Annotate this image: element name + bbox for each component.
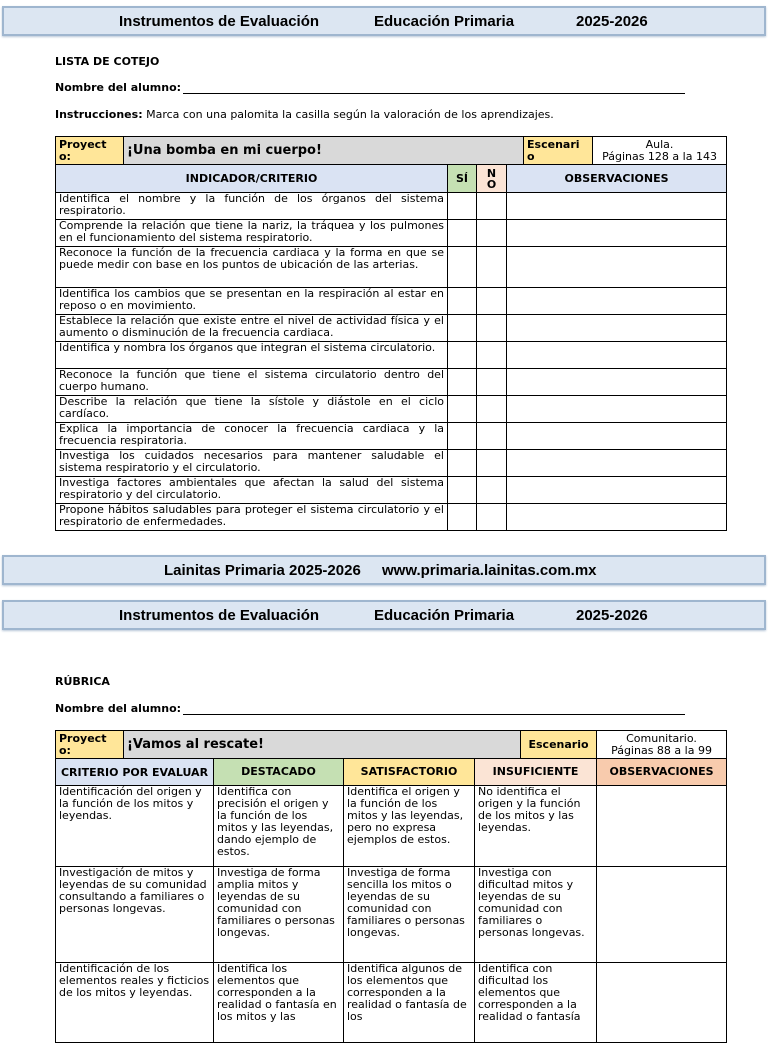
table-row [56, 450, 727, 477]
table-row [56, 786, 727, 867]
observations-cell[interactable] [507, 423, 727, 450]
criterion-cell: Investiga factores ambientales que afectan la salud del sistema respiratorio y del circulatorio. [56, 477, 448, 504]
observations-cell[interactable] [507, 288, 727, 315]
insufficient-cell: Investiga con dificultad mitos y leyendas de su comunidad con familiares o personas longevas. [475, 867, 597, 963]
header-right: 2025-2026 [576, 607, 648, 624]
yes-checkbox[interactable] [448, 288, 477, 315]
no-checkbox[interactable] [477, 504, 507, 531]
project-title: ¡Vamos al rescate! [124, 731, 521, 759]
criterion-cell: Identificación del origen y la función de los mitos y leyendas. [56, 786, 214, 867]
student-label: Nombre del alumno: [55, 81, 182, 94]
col-indicator: INDICADOR/CRITERIO [56, 165, 448, 193]
no-checkbox[interactable] [477, 288, 507, 315]
satisfactory-cell: Identifica algunos de los elementos que corresponden a la realidad o fantasía de los [344, 963, 475, 1043]
no-checkbox[interactable] [477, 247, 507, 288]
header-banner [2, 6, 766, 36]
yes-checkbox[interactable] [448, 369, 477, 396]
no-checkbox[interactable] [477, 477, 507, 504]
yes-checkbox[interactable] [448, 450, 477, 477]
satisfactory-cell: Identifica el origen y la función de los mitos y las leyendas, pero no expresa ejemplos de estos. [344, 786, 475, 867]
rubric-student-name-row [55, 702, 685, 715]
project-label: Proyect o: [56, 731, 124, 759]
checklist-instructions [55, 108, 554, 121]
header-left: Instrumentos de Evaluación [119, 13, 320, 30]
yes-checkbox[interactable] [448, 423, 477, 450]
footer-text: Lainitas Primaria 2025-2026 [164, 562, 361, 579]
yes-checkbox[interactable] [448, 247, 477, 288]
table-row [56, 396, 727, 423]
observations-cell[interactable] [507, 220, 727, 247]
rubric-header-row [56, 759, 727, 786]
student-name-field[interactable] [183, 703, 685, 715]
yes-checkbox[interactable] [448, 504, 477, 531]
project-row [56, 137, 727, 165]
observations-cell[interactable] [507, 477, 727, 504]
observations-cell[interactable] [507, 369, 727, 396]
col-yes: SÍ [448, 165, 477, 193]
rubric-table [55, 730, 727, 1043]
observations-cell[interactable] [597, 867, 727, 963]
criterion-cell: Reconoce la función que tiene el sistema circulatorio dentro del cuerpo humano. [56, 369, 448, 396]
observations-cell[interactable] [507, 450, 727, 477]
observations-cell[interactable] [597, 786, 727, 867]
col-criterion: CRITERIO POR EVALUAR [56, 759, 214, 786]
no-checkbox[interactable] [477, 220, 507, 247]
criterion-cell: Identifica y nombra los órganos que integran el sistema circulatorio. [56, 342, 448, 369]
scenario-value: Comunitario. Páginas 88 a la 99 [597, 731, 727, 759]
col-satisfactory: SATISFACTORIO [344, 759, 475, 786]
criterion-cell: Identificación de los elementos reales y ficticios de los mitos y leyendas. [56, 963, 214, 1043]
no-checkbox[interactable] [477, 315, 507, 342]
observations-cell[interactable] [507, 396, 727, 423]
rubric-title: RÚBRICA [55, 675, 110, 688]
instructions-label: Instrucciones: [55, 108, 143, 121]
table-row [56, 423, 727, 450]
table-row [56, 193, 727, 220]
outstanding-cell: Identifica con precisión el origen y la función de los mitos y las leyendas, dando ejemplo de estos. [214, 786, 344, 867]
checklist-student-name-row [55, 81, 685, 94]
criterion-cell: Reconoce la función de la frecuencia cardiaca y la forma en que se puede medir con base en los puntos de ubicación de las arterias. [56, 247, 448, 288]
table-row [56, 220, 727, 247]
header-right: 2025-2026 [576, 13, 648, 30]
checklist-title: LISTA DE COTEJO [55, 55, 160, 68]
no-checkbox[interactable] [477, 423, 507, 450]
table-row [56, 288, 727, 315]
table-row [56, 477, 727, 504]
satisfactory-cell: Investiga de forma sencilla los mitos o leyendas de su comunidad con familiares o personas longevas. [344, 867, 475, 963]
col-observations: OBSERVACIONES [507, 165, 727, 193]
scenario-label: Escenari o [524, 137, 593, 165]
col-insufficient: INSUFICIENTE [475, 759, 597, 786]
header-center: Educación Primaria [374, 13, 515, 30]
observations-cell[interactable] [507, 504, 727, 531]
checklist-table [55, 136, 727, 531]
observations-cell[interactable] [507, 193, 727, 220]
outstanding-cell: Investiga de forma amplia mitos y leyendas de su comunidad con familiares o personas longevas. [214, 867, 344, 963]
yes-checkbox[interactable] [448, 396, 477, 423]
project-label: Proyect o: [56, 137, 124, 165]
col-observations: OBSERVACIONES [597, 759, 727, 786]
student-name-field[interactable] [183, 82, 685, 94]
table-row [56, 342, 727, 369]
yes-checkbox[interactable] [448, 315, 477, 342]
criterion-cell: Propone hábitos saludables para proteger el sistema circulatorio y el respiratorio de enfermedades. [56, 504, 448, 531]
insufficient-cell: Identifica con dificultad los elementos que corresponden a la realidad o fantasía [475, 963, 597, 1043]
table-row [56, 369, 727, 396]
criterion-cell: Investigación de mitos y leyendas de su comunidad consultando a familiares o personas longevas. [56, 867, 214, 963]
table-row [56, 247, 727, 288]
instructions-text: Marca con una palomita la casilla según la valoración de los aprendizajes. [142, 108, 554, 121]
insufficient-cell: No identifica el origen y la función de los mitos y las leyendas. [475, 786, 597, 867]
criterion-cell: Identifica los cambios que se presentan en la respiración al estar en reposo o en movimiento. [56, 288, 448, 315]
header-center: Educación Primaria [374, 607, 515, 624]
header-left: Instrumentos de Evaluación [119, 607, 320, 624]
checklist-header-row [56, 165, 727, 193]
footer-banner [2, 555, 766, 585]
criterion-cell: Describe la relación que tiene la sístole y diástole en el ciclo cardíaco. [56, 396, 448, 423]
no-checkbox[interactable] [477, 450, 507, 477]
yes-checkbox[interactable] [448, 193, 477, 220]
yes-checkbox[interactable] [448, 342, 477, 369]
yes-checkbox[interactable] [448, 477, 477, 504]
no-checkbox[interactable] [477, 193, 507, 220]
observations-cell[interactable] [597, 963, 727, 1043]
scenario-value: Aula. Páginas 128 a la 143 [593, 137, 727, 165]
no-checkbox[interactable] [477, 396, 507, 423]
criterion-cell: Explica la importancia de conocer la frecuencia cardiaca y la frecuencia respiratoria. [56, 423, 448, 450]
no-checkbox[interactable] [477, 342, 507, 369]
scenario-label: Escenario [521, 731, 597, 759]
observations-cell[interactable] [507, 247, 727, 288]
observations-cell[interactable] [507, 315, 727, 342]
student-label: Nombre del alumno: [55, 702, 182, 715]
table-row [56, 867, 727, 963]
col-outstanding: DESTACADO [214, 759, 344, 786]
criterion-cell: Investiga los cuidados necesarios para mantener saludable el sistema respiratorio y el circulatorio. [56, 450, 448, 477]
observations-cell[interactable] [507, 342, 727, 369]
table-row [56, 315, 727, 342]
criterion-cell: Identifica el nombre y la función de los órganos del sistema respiratorio. [56, 193, 448, 220]
col-no: N O [477, 165, 507, 193]
project-title: ¡Una bomba en mi cuerpo! [124, 137, 524, 165]
yes-checkbox[interactable] [448, 220, 477, 247]
table-row [56, 963, 727, 1043]
table-row [56, 504, 727, 531]
outstanding-cell: Identifica los elementos que corresponden a la realidad o fantasía en los mitos y las [214, 963, 344, 1043]
no-checkbox[interactable] [477, 369, 507, 396]
header-banner-2 [2, 600, 766, 630]
criterion-cell: Establece la relación que existe entre el nivel de actividad física y el aumento o disminución de la frecuencia cardiaca. [56, 315, 448, 342]
project-row [56, 731, 727, 759]
footer-url[interactable]: www.primaria.lainitas.com.mx [382, 562, 597, 579]
criterion-cell: Comprende la relación que tiene la nariz, la tráquea y los pulmones en el funcionamiento del sistema respiratorio. [56, 220, 448, 247]
